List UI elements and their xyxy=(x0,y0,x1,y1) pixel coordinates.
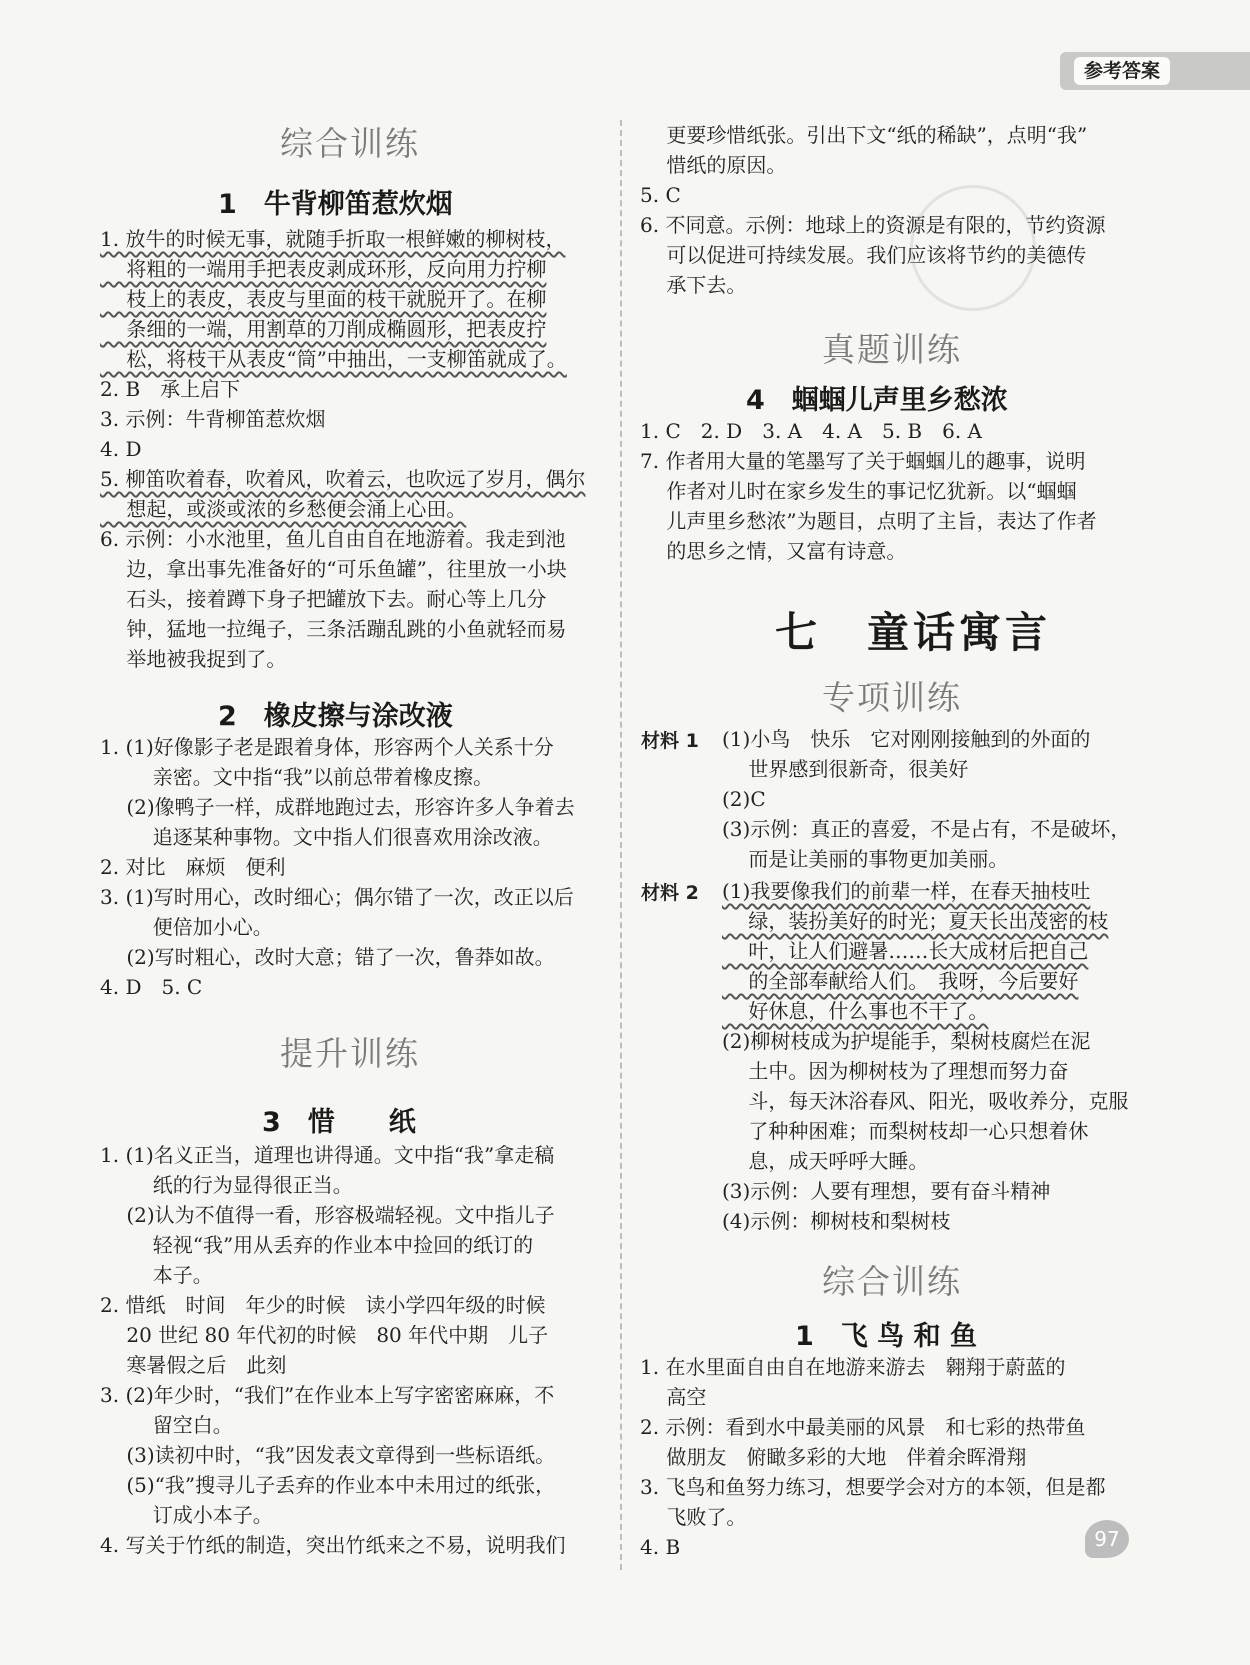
chapter-title-4: 4 蝈蝈儿声里乡愁浓 xyxy=(746,385,1008,416)
text-line: 20 世纪 80 年代初的时候 80 年代中期 儿子 xyxy=(100,1323,549,1347)
text-line: 1. 放牛的时候无事，就随手折取一根鲜嫩的柳树枝， xyxy=(100,227,566,251)
text-line: 寒暑假之后 此刻 xyxy=(100,1353,287,1377)
text-line: 4. D xyxy=(100,437,142,461)
text-line: 的思乡之情，又富有诗意。 xyxy=(640,539,907,563)
text-line: 息，成天呼呼大睡。 xyxy=(722,1149,929,1173)
text-line: (5)“我”搜寻儿子丢弃的作业本中未用过的纸张， xyxy=(100,1473,556,1497)
text-line: 留空白。 xyxy=(100,1413,233,1437)
column-divider xyxy=(620,120,622,1570)
text-line: 儿声里乡愁浓”为题目，点明了主旨，表达了作者 xyxy=(640,509,1097,533)
text-line: 便倍加小心。 xyxy=(100,915,273,939)
text-line: (2)认为不值得一看，形容极端轻视。文中指儿子 xyxy=(100,1203,555,1227)
material-1-label: 材料 1 xyxy=(641,730,699,752)
chapter-title-3: 3 惜 纸 xyxy=(262,1107,416,1138)
text-line: 举地被我捉到了。 xyxy=(100,647,287,671)
text-line: 1. (1)好像影子老是跟着身体，形容两个人关系十分 xyxy=(100,735,554,759)
text-line: (3)示例：真正的喜爱，不是占有，不是破坏， xyxy=(722,817,1131,841)
text-line: 4. D 5. C xyxy=(100,975,203,999)
section-title-advanced: 提升训练 xyxy=(280,1034,420,1073)
text-line: (3)读初中时，“我”因发表文章得到一些标语纸。 xyxy=(100,1443,556,1467)
text-line: 石头，接着蹲下身子把罐放下去。耐心等上几分 xyxy=(100,587,547,611)
text-line: 想起，或淡或浓的乡愁便会涌上心田。 xyxy=(100,497,467,521)
text-line: 惜纸的原因。 xyxy=(640,153,787,177)
text-line: 叶，让人们避暑……长大成材后把自己 xyxy=(722,939,1089,963)
text-line: 边，拿出事先准备好的“可乐鱼罐”，往里放一小块 xyxy=(100,557,567,581)
text-line: 作者对儿时在家乡发生的事记忆犹新。以“蝈蝈 xyxy=(640,479,1077,503)
text-line: (4)示例：柳树枝和梨树枝 xyxy=(722,1209,951,1233)
text-line: 亲密。文中指“我”以前总带着橡皮擦。 xyxy=(100,765,494,789)
text-line: 4. B xyxy=(640,1535,681,1559)
text-line: 2. B 承上启下 xyxy=(100,377,241,401)
section-title-special: 专项训练 xyxy=(822,678,962,717)
text-line: 枝上的表皮，表皮与里面的枝干就脱开了。在柳 xyxy=(100,287,547,311)
text-line: 5. 柳笛吹着春，吹着风，吹着云，也吹远了岁月，偶尔 xyxy=(100,467,586,491)
text-line: (3)示例：人要有理想，要有奋斗精神 xyxy=(722,1179,1051,1203)
text-line: (2)C xyxy=(722,787,766,811)
answer-key-tab-label: 参考答案 xyxy=(1074,57,1170,85)
text-line: 而是让美丽的事物更加美丽。 xyxy=(722,847,1009,871)
text-line: 世界感到很新奇，很美好 xyxy=(722,757,969,781)
text-line: 更要珍惜纸张。引出下文“纸的稀缺”，点明“我” xyxy=(640,123,1088,147)
text-line: (1)我要像我们的前辈一样，在春天抽枝吐 xyxy=(722,879,1091,903)
text-line: 轻视“我”用从丢弃的作业本中捡回的纸订的 xyxy=(100,1233,534,1257)
unit-title: 七 童话寓言 xyxy=(775,608,1052,657)
text-line: 1. (1)名义正当，道理也讲得通。文中指“我”拿走稿 xyxy=(100,1143,555,1167)
text-line: 2. 对比 麻烦 便利 xyxy=(100,855,286,879)
text-line: 钟，猛地一拉绳子，三条活蹦乱跳的小鱼就轻而易 xyxy=(100,617,567,641)
text-line: (2)写时粗心，改时大意；错了一次，鲁莽如故。 xyxy=(100,945,555,969)
chapter-title-2: 2 橡皮擦与涂改液 xyxy=(218,701,453,732)
text-line: 订成小本子。 xyxy=(100,1503,273,1527)
text-line: 2. 惜纸 时间 年少的时候 读小学四年级的时候 xyxy=(100,1293,546,1317)
section-title-comprehensive-2: 综合训练 xyxy=(822,1262,962,1301)
text-line: 纸的行为显得很正当。 xyxy=(100,1173,353,1197)
section-title-comprehensive: 综合训练 xyxy=(280,124,420,163)
section-title-real-exam: 真题训练 xyxy=(822,330,962,369)
text-line: 的全部奉献给人们。 我呀，今后要好 xyxy=(722,969,1079,993)
text-line: 3. (1)写时用心，改时细心；偶尔错了一次，改正以后 xyxy=(100,885,574,909)
text-line: 4. 写关于竹纸的制造，突出竹纸来之不易，说明我们 xyxy=(100,1533,566,1557)
text-line: (2)柳树枝成为护堤能手，梨树枝腐烂在泥 xyxy=(722,1029,1091,1053)
seal-stamp xyxy=(910,185,1036,311)
text-line: 可以促进可持续发展。我们应该将节约的美德传 xyxy=(640,243,1087,267)
material-2-label: 材料 2 xyxy=(641,882,699,904)
text-line: 3. 示例：牛背柳笛惹炊烟 xyxy=(100,407,326,431)
text-line: 将粗的一端用手把表皮剥成环形，反向用力拧柳 xyxy=(100,257,547,281)
text-line: 1. 在水里面自由自在地游来游去 翱翔于蔚蓝的 xyxy=(640,1355,1066,1379)
text-line: 追逐某种事物。文中指人们很喜欢用涂改液。 xyxy=(100,825,553,849)
text-line: 高空 xyxy=(640,1385,707,1409)
text-line: 1. C 2. D 3. A 4. A 5. B 6. A xyxy=(640,419,983,443)
text-line: 3. (2)年少时，“我们”在作业本上写字密密麻麻，不 xyxy=(100,1383,555,1407)
page-number: 97 xyxy=(1085,1520,1129,1558)
chapter-title-1: 1 牛背柳笛惹炊烟 xyxy=(218,189,453,220)
text-line: 2. 示例：看到水中最美丽的风景 和七彩的热带鱼 xyxy=(640,1415,1086,1439)
text-line: 土中。因为柳树枝为了理想而努力奋 xyxy=(722,1059,1069,1083)
text-line: 做朋友 俯瞰多彩的大地 伴着余晖滑翔 xyxy=(640,1445,1027,1469)
text-line: 承下去。 xyxy=(640,273,747,297)
text-line: 本子。 xyxy=(100,1263,213,1287)
text-line: 6. 示例：小水池里，鱼儿自由自在地游着。我走到池 xyxy=(100,527,566,551)
text-line: 飞败了。 xyxy=(640,1505,747,1529)
text-line: 6. 不同意。示例：地球上的资源是有限的，节约资源 xyxy=(640,213,1106,237)
text-line: 松，将枝干从表皮“筒”中抽出，一支柳笛就成了。 xyxy=(100,347,567,371)
text-line: 了种种困难；而梨树枝却一心只想着休 xyxy=(722,1119,1089,1143)
answer-key-tab xyxy=(1060,52,1250,90)
text-line: (1)小鸟 快乐 它对刚刚接触到的外面的 xyxy=(722,727,1091,751)
chapter-title-5: 1 飞 鸟 和 鱼 xyxy=(795,1321,977,1352)
text-line: 好休息，什么事也不干了。 xyxy=(722,999,989,1023)
text-line: 3. 飞鸟和鱼努力练习，想要学会对方的本领，但是都 xyxy=(640,1475,1106,1499)
text-line: 7. 作者用大量的笔墨写了关于蝈蝈儿的趣事，说明 xyxy=(640,449,1086,473)
text-line: 5. C xyxy=(640,183,681,207)
text-line: 斗，每天沐浴春风、阳光，吸收养分，克服 xyxy=(722,1089,1129,1113)
text-line: (2)像鸭子一样，成群地跑过去，形容许多人争着去 xyxy=(100,795,575,819)
text-line: 条细的一端，用割草的刀削成椭圆形，把表皮拧 xyxy=(100,317,547,341)
text-line: 绿，装扮美好的时光；夏天长出茂密的枝 xyxy=(722,909,1109,933)
